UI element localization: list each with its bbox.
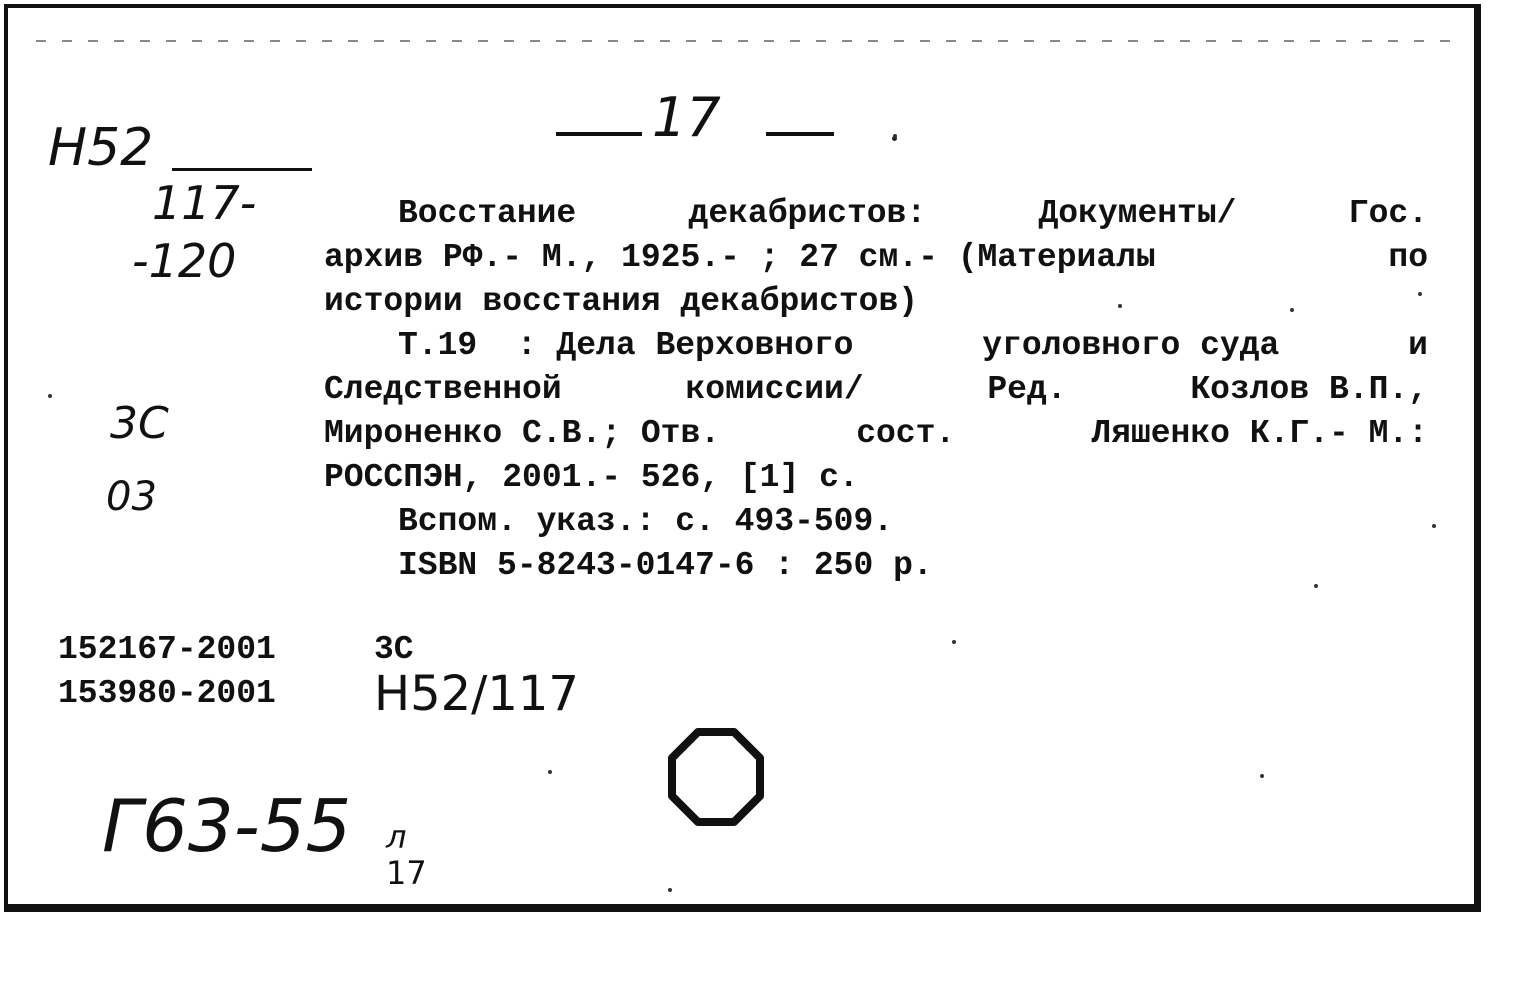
inventory-number-2: 153980-2001: [58, 675, 276, 712]
octagon-stamp-icon: [664, 726, 768, 830]
catalog-card: [4, 4, 1481, 912]
entry-line-9: ISBN 5-8243-0147-6 : 250 р.: [398, 547, 933, 584]
entry-line-4: Т.19 : Дела Верховного уголовного суда и: [398, 327, 1428, 364]
inventory-mark-1: 3С: [374, 631, 414, 668]
inventory-number-1: 152167-2001: [58, 631, 276, 668]
page-number: [556, 86, 896, 156]
entry-line-3: истории восстания декабристов): [324, 283, 919, 320]
scan-speck: [1314, 584, 1318, 588]
scan-speck: [48, 394, 52, 398]
entry-line-8: Вспом. указ.: с. 493-509.: [398, 503, 894, 540]
scan-speck: [1418, 292, 1422, 296]
margin-code-2: 03: [106, 474, 157, 520]
range-top: 117-: [152, 176, 257, 230]
scan-speck: [952, 640, 956, 644]
shelf-mark: [48, 118, 153, 178]
bottom-code: Г63-55: [102, 784, 352, 868]
inventory-mark-2: Н52/117: [374, 666, 579, 722]
entry-line-5: Следственной комиссии/ Ред. Козлов В.П.,: [324, 371, 1428, 408]
scan-speck: [893, 134, 897, 138]
card-top-dashed-rule: [36, 40, 1466, 42]
page-number-value: 17: [652, 86, 721, 149]
scan-speck: [1290, 308, 1294, 312]
scan-speck: [548, 770, 552, 774]
shelf-mark-text: Н52: [48, 118, 154, 178]
entry-line-7: РОССПЭН, 2001.- 526, [1] с.: [324, 459, 859, 496]
entry-line-1: Восстание декабристов: Документы/ Гос.: [398, 195, 1428, 232]
scan-speck: [1432, 524, 1436, 528]
scan-speck: [668, 888, 672, 892]
margin-code-1: 3С: [110, 398, 169, 449]
scan-speck: [1260, 774, 1264, 778]
scan-speck: [1118, 304, 1122, 308]
range-bottom: -120: [132, 234, 237, 288]
entry-line-6: Мироненко С.В.; Отв. сост. Ляшенко К.Г.- М.:: [324, 415, 1428, 452]
bottom-code-subscript: 17: [386, 854, 427, 892]
entry-line-2: архив РФ.- М., 1925.- ; 27 см.- (Материалы по: [324, 239, 1428, 276]
bottom-code-superscript: л: [386, 818, 407, 856]
